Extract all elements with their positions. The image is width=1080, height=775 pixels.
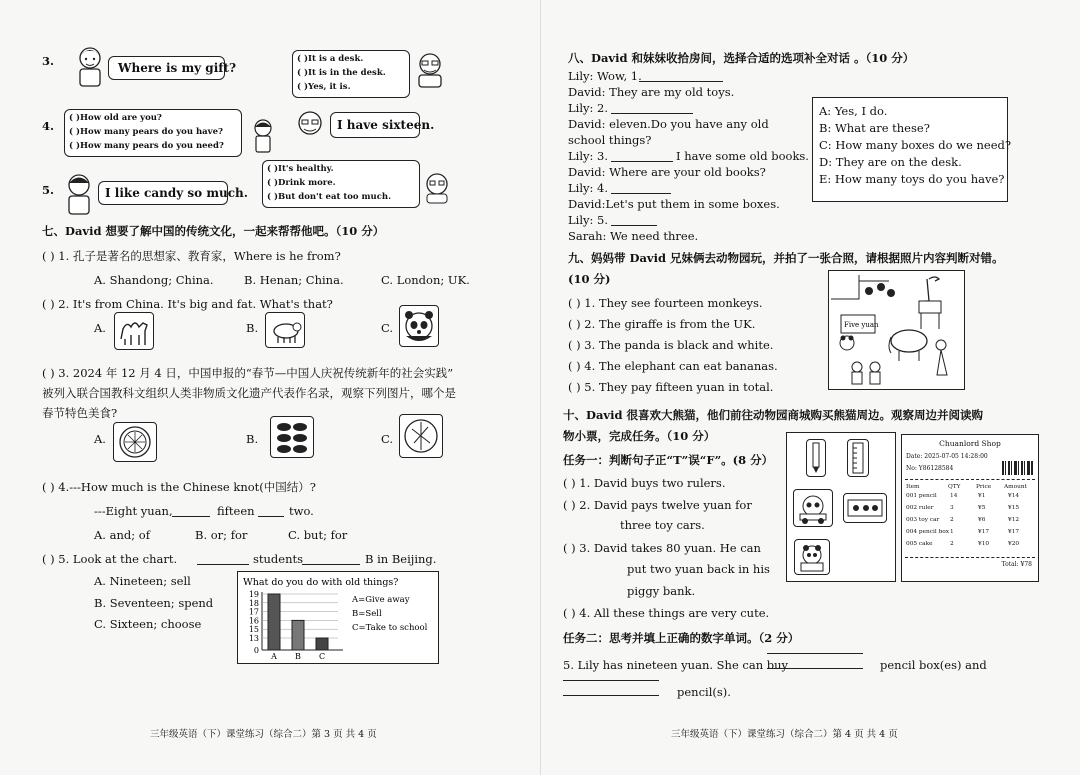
s7-q3-line2: 被列入联合国教科文组织人类非物质文化遗产代表作名录，观察下列图片，哪个是 [42,386,456,400]
chart-categories [270,652,325,661]
pencil-icon [807,440,825,476]
camel-icon [115,313,153,349]
s10-q5-a: 5. Lily has nineteen yuan. She can buy [563,658,789,672]
chart-bars [268,594,328,650]
s7-q4-stem: ( ) 4.---How much is the Chinese knot(中国结）? [42,480,316,494]
section-7-title: 七、David 想要了解中国的传统文化，一起来帮帮他吧。（10 分） [42,224,385,238]
s8-options-box [812,97,1012,202]
receipt-row: 001 pencil 14 ¥1 ¥14 [906,493,1020,499]
panda-picture [399,305,439,347]
s7-q4-blank-1[interactable] [172,516,210,517]
s8-option-a: A: Yes, I do. [819,104,888,118]
s9-item-5: ( ) 5. They pay fifteen yuan in total. [568,380,774,394]
s7-q1-option-a[interactable]: A. Shandong; China. [94,273,214,287]
s10-q5-line-b1 [563,680,659,681]
s10-item-2b: three toy cars. [620,518,705,532]
panda-toy-car-icon [794,490,832,526]
s7-q5-option-b[interactable]: B. Seventeen; spend [94,596,214,610]
camel-picture [114,312,154,350]
panda-icon [400,306,438,346]
s7-q3-line3: 春节特色美食? [42,406,118,420]
chart-y-tick-label: 16 [248,616,259,626]
barcode-icon [1002,461,1034,475]
s7-q2-option-c[interactable]: C. [381,321,394,335]
s8-line-1: Lily: Wow, 1. [568,69,642,83]
chart-legend-entry: B=Sell [352,609,382,619]
section-9-title: 九、妈妈带 David 兄妹俩去动物园玩，并拍了一张合照，请根据照片内容判断对错。 [568,251,1004,265]
pizza-icon [114,423,156,461]
receipt-row: 002 ruler 3 ¥5 ¥15 [906,505,1020,511]
zoo-sign-text: Five yuan [844,321,879,329]
s9-item-2: ( ) 2. The giraffe is from the UK. [568,317,756,331]
s10-task-1: 任务一：判断句子正“T”误“F”。(8 分） [563,453,774,467]
s7-q4-line2c: two. [289,504,314,518]
grandpa-face-icon [292,108,328,142]
s8-blank-3[interactable] [611,161,673,162]
chart-svg [238,572,438,663]
q3-speech-bubble: Where is my gift? [108,56,225,80]
s7-q3-line1: ( ) 3. 2024 年 12 月 4 日，中国申报的“春节—中国人庆祝传统新年的社会实践” [42,366,454,380]
s7-q5-option-a[interactable]: A. Nineteen; sell [94,574,191,588]
s7-q5-blank-2[interactable] [302,564,360,565]
s8-line-4: David: eleven.Do you have any old [568,117,769,131]
receipt-number: No: Y86128584 [906,465,954,472]
s10-q5-b: pencil box(es) and [880,658,987,672]
s7-q3-option-a[interactable]: A. [94,432,106,446]
s7-q5-stem-b: students [253,552,304,566]
s8-option-d: D: They are on the desk. [819,155,962,169]
q3-options-box: ( )It is a desk. ( )It is in the desk. ( )Yes, it is. [292,50,410,98]
pencil-picture [806,439,826,477]
receipt-row: 004 pencil box 1 ¥17 ¥17 [906,529,1020,535]
s10-item-3c: piggy bank. [627,584,696,598]
s10-task-2: 任务二：思考并填上正确的数字单词。（2 分） [563,631,800,645]
s10-item-3b: put two yuan back in his [627,562,770,576]
q4-options-box: ( )How old are you? ( )How many pears do you have? ( )How many pears do you need? [64,109,242,157]
receipt-header-row: Item QTY Price Amount [906,484,1027,490]
panda-cake-icon [795,540,829,574]
receipt-date: Date: 2025-07-05 14:28:00 [906,453,988,460]
s8-line-2: David: They are my old toys. [568,85,735,99]
s7-q2-option-b[interactable]: B. [246,321,259,335]
s8-line-12: Sarah: We need three. [568,229,699,243]
chart-y-tick-label: 18 [248,598,259,608]
s8-line-5: school things? [568,133,652,147]
s10-item-4: ( ) 4. All these things are very cute. [563,606,770,620]
footer-page-4: 三年级英语（下）课堂练习（综合二）第 4 页 共 4 页 [671,729,898,740]
boy-figure-icon [72,44,108,88]
s7-q5-stem-a: ( ) 5. Look at the chart. [42,552,178,566]
chart-legend-entry: C=Take to school [352,623,428,633]
s8-option-c: C: How many boxes do we need? [819,138,1012,152]
s7-q1-option-b[interactable]: B. Henan; China. [244,273,344,287]
polar-bear-picture [265,312,305,348]
chart-y-tick-label: 0 [253,646,259,655]
dumplings-picture [270,416,314,458]
s10-q5-blank-2[interactable] [563,695,659,696]
toy-car-picture [793,489,833,527]
receipt-shop-name: Chuanlord Shop [939,439,1001,448]
s7-q2-stem: ( ) 2. It's from China. It's big and fat. What's that? [42,297,333,311]
chart-bar-c [316,638,328,650]
chart-y-tick-label: 19 [248,590,259,599]
zoo-scene-icon [829,271,964,389]
q3-number: 3. [42,54,55,68]
s8-line-8: David: Where are your old books? [568,165,766,179]
s8-line-10: David:Let's put them in some boxes. [568,197,780,211]
s8-option-b: B: What are these? [819,121,930,135]
s7-q4-blank-2[interactable] [258,516,284,517]
s10-item-3: ( ) 3. David takes 80 yuan. He can [563,541,761,555]
s10-item-2: ( ) 2. David pays twelve yuan for [563,498,752,512]
chart-bar-b [292,620,304,650]
ruler-picture [847,439,869,477]
page-4 [540,0,1080,775]
s10-item-1: ( ) 1. David buys two rulers. [563,476,726,490]
q5-options-box: ( )It's healthy. ( )Drink more. ( )But don't eat too much. [262,160,420,208]
s7-q1-option-c[interactable]: C. London; UK. [381,273,470,287]
s9-item-3: ( ) 3. The panda is black and white. [568,338,774,352]
s7-q3-option-b[interactable]: B. [246,432,259,446]
small-boy-icon [250,118,276,154]
panda-goods-box [786,432,896,582]
receipt-divider-1 [905,479,1035,480]
grandpa-figure-icon [412,50,448,88]
old-things-chart [237,571,439,664]
s8-line-7: I have some old books. [676,149,809,163]
receipt-divider-2 [905,557,1035,558]
s8-blank-1[interactable] [639,81,723,82]
section-10-title-1: 十、David 很喜欢大熊猫，他们前往动物园商城购买熊猫周边。观察周边并阅读购 [563,408,984,422]
s7-q1-stem: ( ) 1. 孔子是著名的思想家、教育家，Where is he from? [42,249,341,263]
pencil-box-icon [844,494,886,522]
s7-q4-option-c[interactable]: C. but; for [288,528,348,542]
cake-icon [400,415,442,457]
s10-q5-line-a1 [767,653,863,654]
q4-speech-bubble: I have sixteen. [330,112,420,138]
s7-q5-blank-1[interactable] [197,564,249,565]
dumplings-icon [271,417,313,457]
s7-q4-option-b[interactable]: B. or; for [195,528,248,542]
s7-q5-stem-c: B in Beijing. [365,552,437,566]
s8-line-11: Lily: 5. [568,213,608,227]
receipt-row: 005 cake 2 ¥10 ¥20 [906,541,1020,547]
panda-cake-picture [794,539,830,575]
receipt-total: Total: ¥78 [1001,561,1032,568]
section-9-score: (10 分) [568,272,611,286]
section-8-title: 八、David 和妹妹收拾房间，选择合适的选项补全对话 。（10 分） [568,51,915,65]
s7-q4-line2a: ---Eight yuan, [94,504,173,518]
pencil-box-picture [843,493,887,523]
shop-receipt [901,434,1039,582]
chart-title: What do you do with old things? [243,577,399,588]
chart-category-label: B [295,652,301,661]
s8-blank-2[interactable] [611,113,693,114]
s7-q4-option-a[interactable]: A. and; of [94,528,150,542]
q5-speech-bubble: I like candy so much. [98,181,228,205]
chart-category-label: C [318,652,326,661]
receipt-row: 003 toy car 2 ¥6 ¥12 [906,517,1020,523]
polar-bear-icon [266,313,304,347]
s9-item-1: ( ) 1. They see fourteen monkeys. [568,296,763,310]
boy-candy-icon [62,172,96,216]
zoo-photo [828,270,965,390]
s9-item-4: ( ) 4. The elephant can eat bananas. [568,359,778,373]
s7-q5-option-c[interactable]: C. Sixteen; choose [94,617,202,631]
chart-bar-a [268,594,280,650]
s7-q2-option-a[interactable]: A. [94,321,106,335]
cake-picture [399,414,443,458]
q4-number: 4. [42,119,55,133]
q5-number: 5. [42,183,55,197]
chart-y-tick-label: 17 [248,607,259,617]
ruler-icon [848,440,868,476]
s7-q4-line2b: fifteen [217,504,255,518]
s8-blank-5[interactable] [611,225,657,226]
footer-page-3: 三年级英语（下）课堂练习（综合二）第 3 页 共 4 页 [150,729,377,740]
chart-legend-entry: A=Give away [352,595,410,605]
s8-blank-4[interactable] [611,193,671,194]
s10-q5-c: pencil(s). [677,685,731,699]
chart-y-tick-label: 15 [248,625,259,635]
grandpa-small-icon [421,170,453,204]
s10-q5-blank-1[interactable] [767,668,863,669]
chart-y-tick-label: 13 [248,634,259,643]
pizza-picture [113,422,157,462]
chart-legend [351,595,428,633]
section-10-title-2: 物小票，完成任务。（10 分） [563,429,716,443]
s8-option-e: E: How many toys do you have? [819,172,1005,186]
chart-category-label: A [271,652,277,661]
s8-line-3: Lily: 2. [568,101,608,115]
s8-line-6: Lily: 3. [568,149,608,163]
receipt-table [906,483,1036,552]
s7-q3-option-c[interactable]: C. [381,432,394,446]
s8-line-9: Lily: 4. [568,181,608,195]
